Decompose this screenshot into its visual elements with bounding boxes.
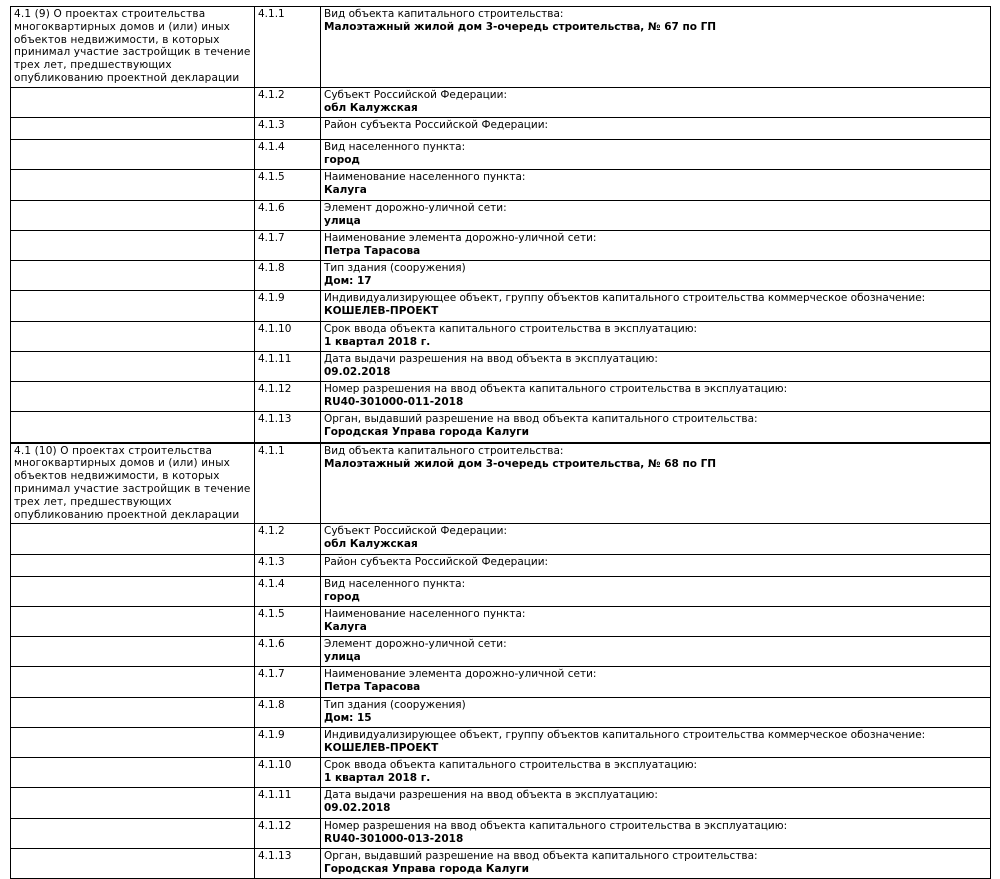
section-label-filler (11, 87, 255, 117)
field-title: Срок ввода объекта капитального строительства в эксплуатацию: (324, 322, 698, 335)
section-label-filler (11, 788, 255, 818)
field-title: Вид объекта капитального строительства: (324, 8, 564, 20)
row-number: 4.1.10 (255, 758, 321, 788)
field-value: Дом: 15 (324, 711, 372, 724)
field-value: Малоэтажный жилой дом 3-очередь строительства, № 68 по ГП (324, 457, 717, 470)
field-value: улица (324, 214, 361, 227)
row-number: 4.1.13 (255, 412, 321, 442)
row-content (321, 140, 991, 170)
row-content (321, 443, 991, 524)
field-value: RU40-301000-011-2018 (324, 396, 464, 409)
row-number: 4.1.6 (255, 200, 321, 230)
field-title: Вид объекта капитального строительства: (324, 444, 564, 457)
field-title: Дата выдачи разрешения на ввод объекта в эксплуатацию: (324, 352, 658, 365)
table-row (11, 637, 991, 667)
section-label-filler (11, 697, 255, 727)
row-content (321, 200, 991, 230)
row-number: 4.1.2 (255, 524, 321, 554)
row-number: 4.1.11 (255, 351, 321, 381)
field-title: Элемент дорожно-уличной сети: (324, 201, 507, 214)
table-row (11, 697, 991, 727)
field-title: Район субъекта Российской Федерации: (324, 119, 549, 132)
field-value: город (324, 154, 360, 167)
field-title: Наименование населенного пункта: (324, 171, 526, 184)
row-content (321, 321, 991, 351)
field-title: Наименование населенного пункта: (324, 607, 526, 620)
section-label-filler (11, 637, 255, 667)
row-number: 4.1.8 (255, 261, 321, 291)
row-number: 4.1.7 (255, 667, 321, 697)
table-row (11, 576, 991, 606)
table-row (11, 291, 991, 321)
field-title: Орган, выдавший разрешение на ввод объекта капитального строительства: (324, 849, 758, 862)
section-label-filler (11, 606, 255, 636)
section-label-filler (11, 291, 255, 321)
section-label: 4.1 (10) О проектах строительства многоквартирных домов и (или) иных объектов недвижимости, в которых принимал участие застройщик в течение трех лет, предшествующих опубликованию проектной декларации (14, 444, 251, 521)
table-row (11, 788, 991, 818)
row-number: 4.1.13 (255, 848, 321, 878)
table-row (11, 727, 991, 757)
field-title: Вид населенного пункта: (324, 577, 466, 590)
row-content (321, 758, 991, 788)
section-label-filler (11, 200, 255, 230)
field-title: Индивидуализирующее объект, группу объектов капитального строительства коммерческое обозначение: (324, 728, 926, 741)
row-content (321, 170, 991, 200)
table-row (11, 261, 991, 291)
field-title: Вид населенного пункта: (324, 141, 466, 154)
row-content (321, 351, 991, 381)
field-title: Субъект Российской Федерации: (324, 88, 507, 101)
field-value: Петра Тарасова (324, 681, 421, 694)
table-row (11, 140, 991, 170)
section-label-filler (11, 554, 255, 576)
table-row (11, 230, 991, 260)
field-title: Номер разрешения на ввод объекта капитального строительства в эксплуатацию: (324, 819, 788, 832)
field-value: улица (324, 651, 361, 664)
field-value: обл Калужская (324, 538, 418, 551)
field-value: город (324, 590, 360, 603)
row-number: 4.1.6 (255, 637, 321, 667)
table-row (11, 443, 991, 524)
table-row (11, 848, 991, 878)
field-value: КОШЕЛЕВ-ПРОЕКТ (324, 741, 439, 754)
row-number: 4.1.9 (255, 727, 321, 757)
table-row (11, 118, 991, 140)
project-section-table-2 (10, 443, 991, 879)
table-row (11, 412, 991, 442)
field-value: Городская Управа города Калуги (324, 862, 529, 875)
row-content (321, 87, 991, 117)
section-label-filler (11, 261, 255, 291)
section-label-filler (11, 230, 255, 260)
table-row (11, 606, 991, 636)
field-title: Номер разрешения на ввод объекта капитального строительства в эксплуатацию: (324, 383, 788, 396)
section-label-filler (11, 524, 255, 554)
field-value: Петра Тарасова (324, 244, 421, 257)
field-value: 1 квартал 2018 г. (324, 335, 431, 348)
row-number: 4.1.3 (255, 118, 321, 140)
table-row (11, 667, 991, 697)
row-number: 4.1.3 (255, 554, 321, 576)
row-number: 4.1.12 (255, 382, 321, 412)
row-number: 4.1.5 (255, 170, 321, 200)
row-content (321, 727, 991, 757)
field-value: Калуга (324, 184, 367, 197)
row-number: 4.1.9 (255, 291, 321, 321)
field-title: Орган, выдавший разрешение на ввод объекта капитального строительства: (324, 413, 758, 426)
table-row (11, 758, 991, 788)
section-label-filler (11, 351, 255, 381)
row-number: 4.1.4 (255, 576, 321, 606)
field-value: КОШЕЛЕВ-ПРОЕКТ (324, 305, 439, 318)
row-content (321, 637, 991, 667)
section-label-filler (11, 576, 255, 606)
table-row (11, 818, 991, 848)
section-label-cell (11, 7, 255, 88)
section-label-filler (11, 848, 255, 878)
table-row (11, 524, 991, 554)
row-number: 4.1.2 (255, 87, 321, 117)
field-value: 09.02.2018 (324, 802, 391, 815)
field-value: 09.02.2018 (324, 365, 391, 378)
field-title: Срок ввода объекта капитального строительства в эксплуатацию: (324, 759, 698, 772)
row-content (321, 554, 991, 576)
section-label: 4.1 (9) О проектах строительства многоквартирных домов и (или) иных объектов недвижимости, в которых принимал участие застройщик в течение трех лет, предшествующих опубликованию проектной декларации (14, 8, 251, 84)
field-value: 1 квартал 2018 г. (324, 772, 431, 785)
section-label-filler (11, 118, 255, 140)
row-number: 4.1.11 (255, 788, 321, 818)
row-content (321, 818, 991, 848)
field-title: Индивидуализирующее объект, группу объектов капитального строительства коммерческое обозначение: (324, 292, 926, 305)
row-content (321, 667, 991, 697)
section-label-filler (11, 170, 255, 200)
section-label-filler (11, 818, 255, 848)
table-row (11, 321, 991, 351)
field-title: Тип здания (сооружения) (324, 698, 466, 711)
table-row (11, 87, 991, 117)
row-content (321, 412, 991, 442)
row-number: 4.1.12 (255, 818, 321, 848)
row-number: 4.1.4 (255, 140, 321, 170)
row-number: 4.1.8 (255, 697, 321, 727)
field-value: обл Калужская (324, 101, 418, 114)
row-content (321, 261, 991, 291)
field-title: Район субъекта Российской Федерации: (324, 555, 549, 568)
row-content (321, 230, 991, 260)
field-title: Дата выдачи разрешения на ввод объекта в эксплуатацию: (324, 789, 658, 802)
row-content (321, 697, 991, 727)
row-content (321, 848, 991, 878)
row-content (321, 606, 991, 636)
row-number: 4.1.1 (255, 443, 321, 524)
section-label-filler (11, 412, 255, 442)
field-title: Тип здания (сооружения) (324, 262, 466, 275)
table-row (11, 382, 991, 412)
field-value: Городская Управа города Калуги (324, 426, 529, 439)
field-title: Элемент дорожно-уличной сети: (324, 638, 507, 651)
section-label-filler (11, 140, 255, 170)
section-label-filler (11, 382, 255, 412)
field-value: Калуга (324, 620, 367, 633)
table-row (11, 351, 991, 381)
section-label-filler (11, 758, 255, 788)
row-number: 4.1.10 (255, 321, 321, 351)
row-content (321, 382, 991, 412)
field-title: Наименование элемента дорожно-уличной сети: (324, 231, 597, 244)
row-content (321, 576, 991, 606)
row-content (321, 524, 991, 554)
field-title: Наименование элемента дорожно-уличной сети: (324, 668, 597, 681)
field-title: Субъект Российской Федерации: (324, 525, 507, 538)
table-row (11, 7, 991, 88)
row-number: 4.1.7 (255, 230, 321, 260)
field-value: Малоэтажный жилой дом 3-очередь строительства, № 67 по ГП (324, 21, 717, 34)
section-label-filler (11, 727, 255, 757)
row-content (321, 788, 991, 818)
section-label-filler (11, 321, 255, 351)
row-content (321, 118, 991, 140)
field-value: RU40-301000-013-2018 (324, 832, 464, 845)
field-value: Дом: 17 (324, 275, 372, 288)
row-number: 4.1.1 (255, 7, 321, 88)
row-content (321, 7, 991, 88)
row-content (321, 291, 991, 321)
table-row (11, 554, 991, 576)
table-row (11, 200, 991, 230)
project-section-table-1 (10, 6, 991, 443)
table-row (11, 170, 991, 200)
section-label-cell (11, 443, 255, 524)
row-number: 4.1.5 (255, 606, 321, 636)
section-label-filler (11, 667, 255, 697)
